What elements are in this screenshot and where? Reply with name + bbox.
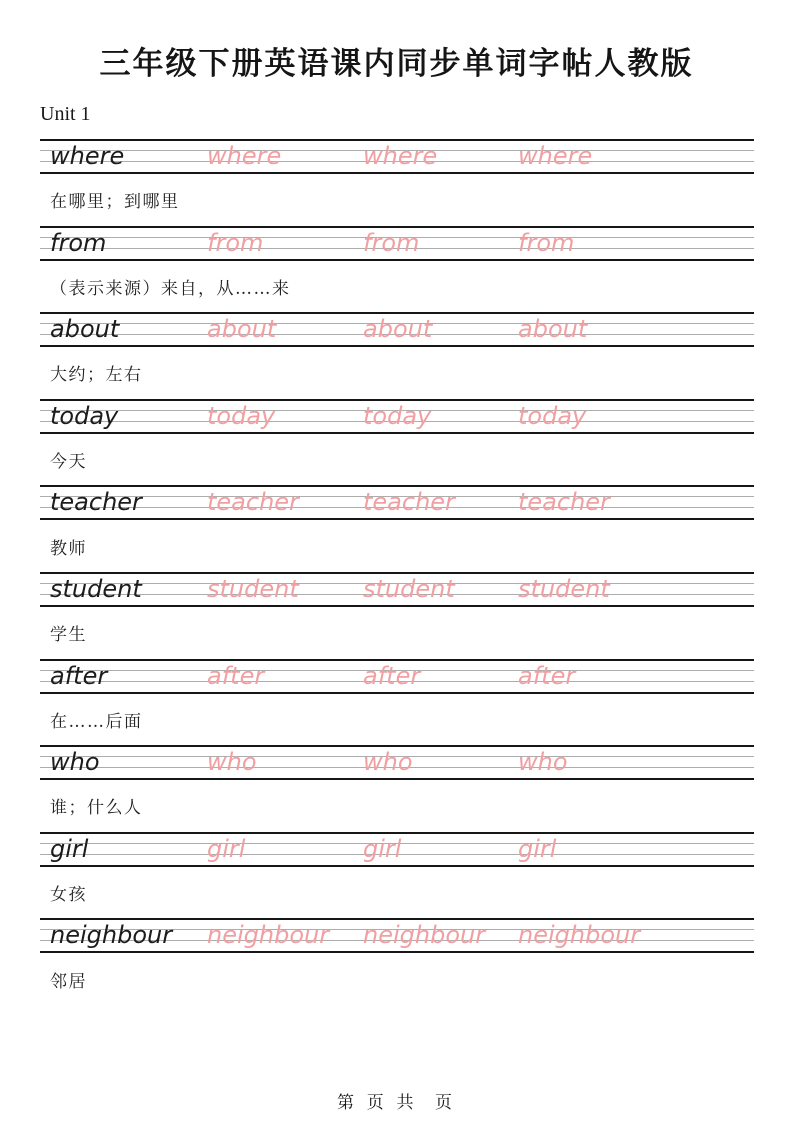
word-trace: teacher bbox=[363, 488, 455, 517]
word-meaning: 大约；左右 bbox=[50, 365, 143, 386]
practice-staff bbox=[40, 659, 754, 694]
unit-label: Unit 1 bbox=[40, 103, 91, 125]
word-trace: from bbox=[207, 228, 264, 257]
word-row bbox=[40, 226, 754, 313]
word-trace: student bbox=[518, 574, 610, 603]
practice-staff bbox=[40, 399, 754, 434]
word-trace: where bbox=[363, 142, 438, 170]
word-trace: after bbox=[363, 661, 421, 690]
word-trace: neighbour bbox=[518, 921, 641, 950]
word-trace: girl bbox=[207, 834, 246, 863]
practice-staff bbox=[40, 745, 754, 780]
page-footer: 第 页 共 页 bbox=[337, 1093, 456, 1112]
practice-staff bbox=[40, 572, 754, 607]
practice-staff bbox=[40, 312, 754, 347]
word-row bbox=[40, 485, 754, 572]
word-sample: neighbour bbox=[50, 921, 173, 950]
word-row bbox=[40, 832, 754, 919]
word-trace: who bbox=[207, 748, 257, 777]
word-trace: today bbox=[207, 401, 276, 430]
word-sample: after bbox=[50, 661, 108, 690]
word-trace: from bbox=[363, 228, 420, 257]
word-row bbox=[40, 572, 754, 659]
word-row bbox=[40, 312, 754, 399]
word-trace: after bbox=[207, 661, 265, 690]
word-trace: student bbox=[363, 574, 455, 603]
practice-staff bbox=[40, 485, 754, 520]
word-meaning: 教师 bbox=[50, 538, 87, 559]
word-sample: where bbox=[50, 142, 125, 170]
practice-staff bbox=[40, 226, 754, 261]
practice-staff bbox=[40, 139, 754, 174]
word-trace: today bbox=[518, 401, 587, 430]
word-trace: about bbox=[207, 315, 277, 344]
word-row bbox=[40, 139, 754, 226]
word-practice-list bbox=[40, 139, 754, 1005]
word-trace: from bbox=[518, 228, 575, 257]
word-trace: who bbox=[363, 748, 413, 777]
word-meaning: 谁；什么人 bbox=[50, 798, 143, 819]
word-trace: after bbox=[518, 661, 576, 690]
word-sample: about bbox=[50, 315, 120, 344]
word-meaning: （表示来源）来自，从……来 bbox=[50, 278, 291, 299]
word-sample: teacher bbox=[50, 488, 142, 517]
word-trace: student bbox=[207, 574, 299, 603]
word-trace: girl bbox=[518, 834, 557, 863]
practice-staff bbox=[40, 832, 754, 867]
word-trace: who bbox=[518, 748, 568, 777]
word-trace: today bbox=[363, 401, 432, 430]
word-meaning: 在哪里；到哪里 bbox=[50, 192, 180, 213]
word-meaning: 在……后面 bbox=[50, 711, 143, 732]
word-sample: today bbox=[50, 401, 119, 430]
practice-staff bbox=[40, 918, 754, 953]
word-trace: neighbour bbox=[363, 921, 486, 950]
word-row bbox=[40, 745, 754, 832]
word-trace: where bbox=[207, 142, 282, 170]
word-meaning: 学生 bbox=[50, 625, 87, 646]
word-trace: about bbox=[518, 315, 588, 344]
word-sample: from bbox=[50, 228, 107, 257]
word-meaning: 邻居 bbox=[50, 971, 87, 992]
word-sample: student bbox=[50, 574, 142, 603]
word-trace: teacher bbox=[518, 488, 610, 517]
word-row bbox=[40, 918, 754, 1005]
word-trace: about bbox=[363, 315, 433, 344]
word-trace: teacher bbox=[207, 488, 299, 517]
word-sample: who bbox=[50, 748, 100, 777]
word-row bbox=[40, 659, 754, 746]
word-trace: girl bbox=[363, 834, 402, 863]
word-trace: neighbour bbox=[207, 921, 330, 950]
page-title: 三年级下册英语课内同步单词字帖人教版 bbox=[99, 46, 694, 81]
word-meaning: 今天 bbox=[50, 452, 87, 473]
word-row bbox=[40, 399, 754, 486]
word-sample: girl bbox=[50, 834, 89, 863]
word-meaning: 女孩 bbox=[50, 885, 87, 906]
word-trace: where bbox=[518, 142, 593, 170]
